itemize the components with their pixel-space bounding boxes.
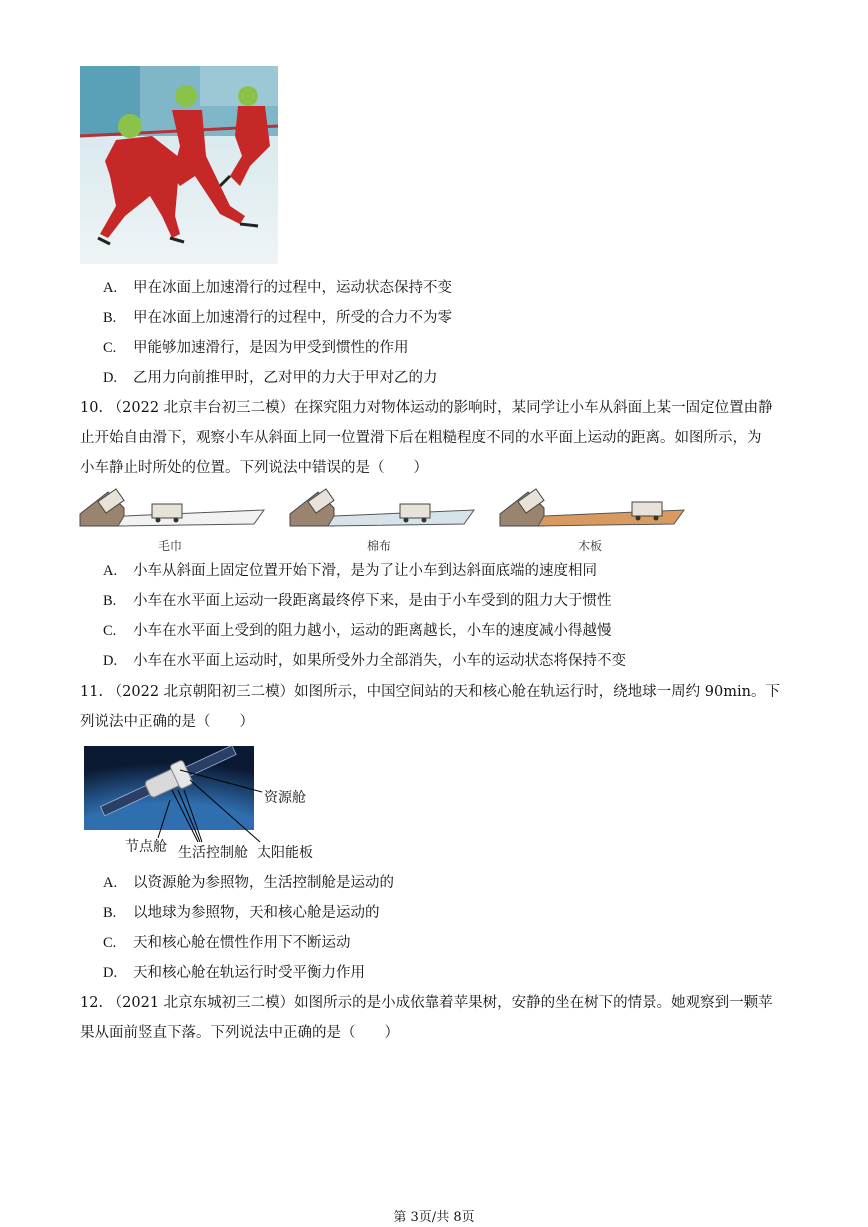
option-c: C. 小车在水平面上受到的阻力越小，运动的距离越长，小车的速度减小得越慢 [103, 623, 612, 639]
page-number: 第 3页/共 8页 [393, 1210, 475, 1225]
question-10-line: 小车静止时所处的位置。下列说法中错误的是（ ） [80, 460, 428, 476]
question-11-line: 列说法中正确的是（ ） [80, 714, 254, 730]
option-b: B. 小车在水平面上运动一段距离最终停下来，是由于小车受到的阻力大于惯性 [103, 593, 612, 609]
label-resource-module: 资源舱 [264, 790, 306, 806]
option-b: B. 以地球为参照物，天和核心舱是运动的 [103, 905, 380, 921]
question-11-line: 11. （2022 北京朝阳初三二模）如图所示，中国空间站的天和核心舱在轨运行时，绕地球一周约 90min。下 [80, 684, 780, 700]
label-solar-panel: 太阳能板 [257, 845, 313, 861]
caption-wood: 木板 [578, 539, 603, 553]
label-node-module: 节点舱 [125, 839, 167, 855]
question-12-line: 12. （2021 北京东城初三二模）如图所示的是小成依靠着苹果树，安静的坐在树下的情景。她观察到一颗苹 [80, 995, 773, 1011]
question-12-line: 果从面前竖直下落。下列说法中正确的是（ ） [80, 1025, 399, 1041]
label-life-control-module: 生活控制舱 [178, 845, 248, 861]
skating-photo [80, 66, 278, 264]
question-10-line: 止开始自由滑下，观察小车从斜面上同一位置滑下后在粗糙程度不同的水平面上运动的距离。如图所示，为 [80, 430, 762, 446]
option-a: A. 以资源舱为参照物，生活控制舱是运动的 [103, 875, 394, 891]
option-d: D. 小车在水平面上运动时，如果所受外力全部消失，小车的运动状态将保持不变 [103, 653, 626, 669]
option-d: D. 天和核心舱在轨运行时受平衡力作用 [103, 965, 365, 981]
option-a: A. 小车从斜面上固定位置开始下滑，是为了让小车到达斜面底端的速度相同 [103, 563, 597, 579]
option-a: A. 甲在冰面上加速滑行的过程中，运动状态保持不变 [103, 280, 452, 296]
question-10-line: 10. （2022 北京丰台初三二模）在探究阻力对物体运动的影响时，某同学让小车从斜面上某一固定位置由静 [80, 400, 773, 416]
caption-cotton: 棉布 [367, 539, 392, 553]
option-c: C. 甲能够加速滑行，是因为甲受到惯性的作用 [103, 340, 409, 356]
caption-towel: 毛巾 [158, 539, 183, 553]
option-c: C. 天和核心舱在惯性作用下不断运动 [103, 935, 351, 951]
option-d: D. 乙用力向前推甲时，乙对甲的力大于甲对乙的力 [103, 370, 438, 386]
option-b: B. 甲在冰面上加速滑行的过程中，所受的合力不为零 [103, 310, 452, 326]
